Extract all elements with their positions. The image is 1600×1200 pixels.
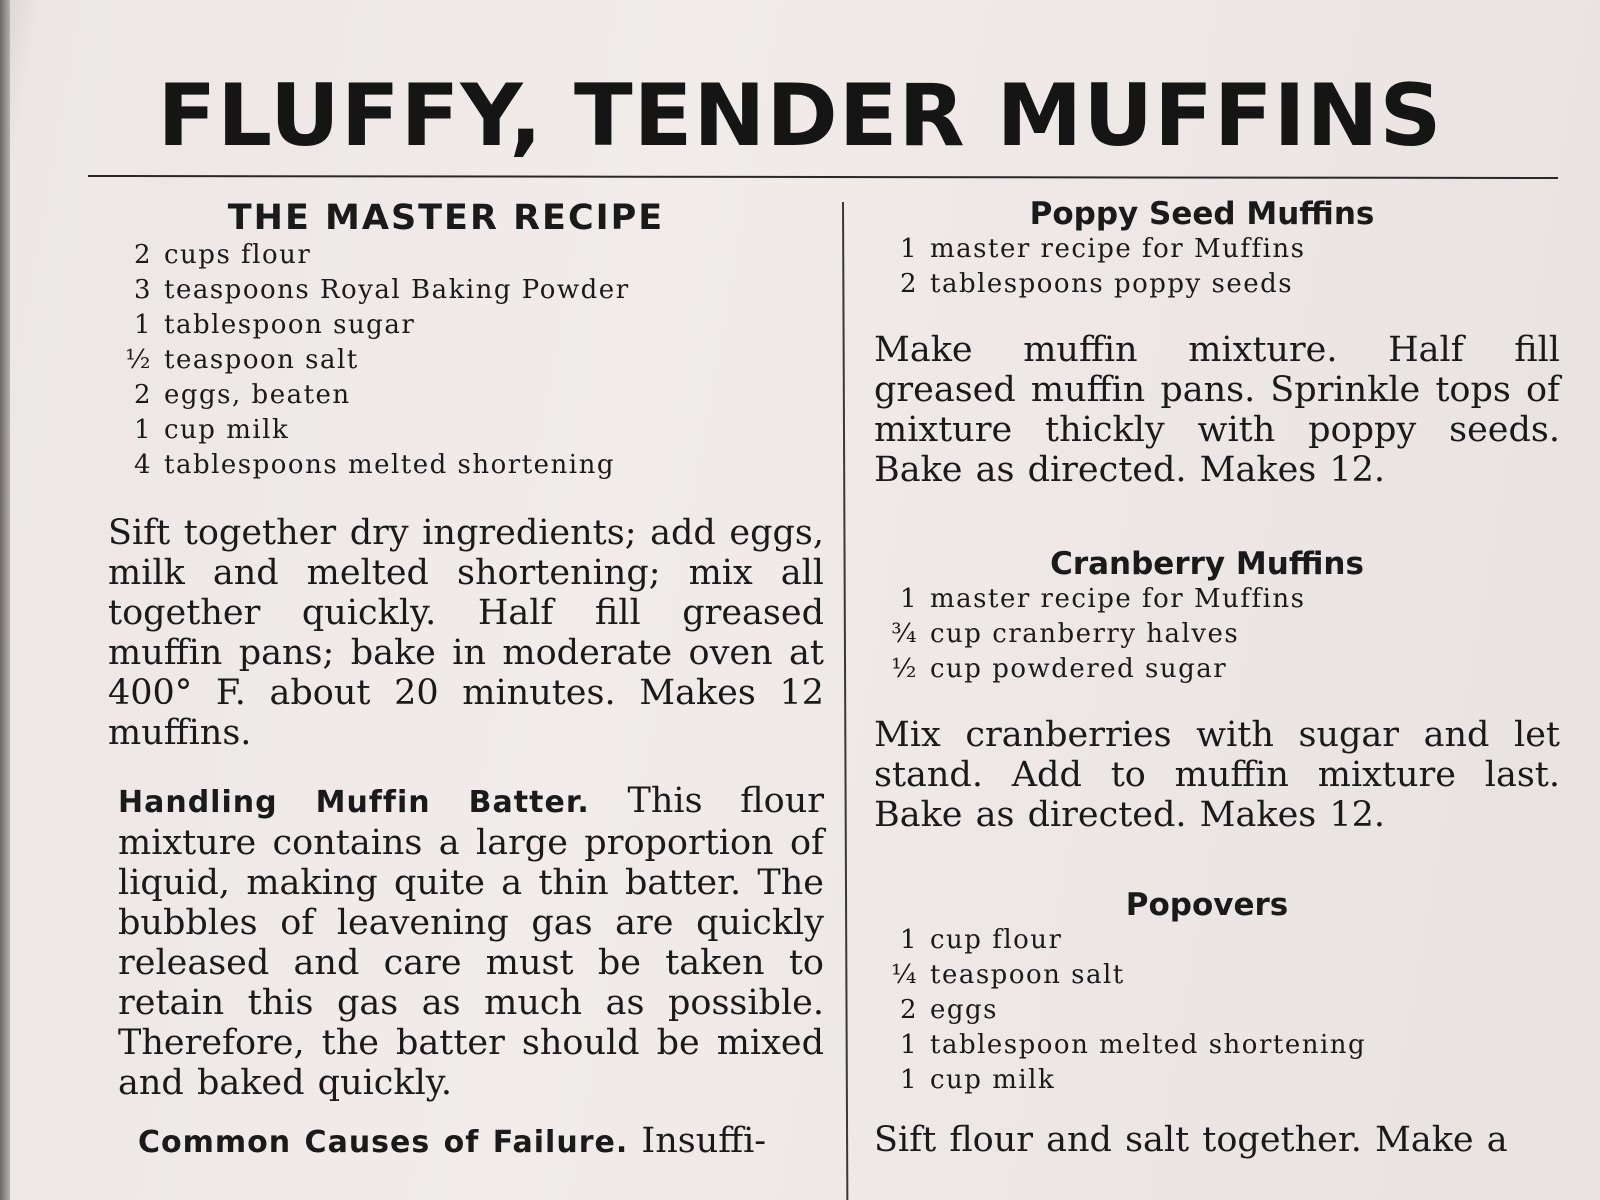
ingredient-item xyxy=(874,652,1560,687)
cranberry-directions: Mix cranberries with sugar and let stand. Add to muffin mixture last. Bake as directed. Makes 12. xyxy=(874,715,1560,835)
ingredient-item xyxy=(108,343,824,378)
ingredient-name: cup cranberry halves xyxy=(930,619,1240,649)
right-column xyxy=(874,196,1560,1160)
poppy-directions: Make muffin mixture. Half fill greased muffin pans. Sprinkle tops of mixture thickly with poppy seeds. Bake as directed. Makes 12. xyxy=(874,330,1560,490)
ingredient-qty: 2 xyxy=(899,269,918,299)
ingredient-name: tablespoon sugar xyxy=(164,310,416,340)
ingredient-name: cups flour xyxy=(164,240,312,270)
handling-paragraph xyxy=(108,781,824,1103)
ingredient-item xyxy=(108,308,824,343)
ingredient-qty: 1 xyxy=(899,1065,918,1095)
ingredient-qty: ½ xyxy=(125,345,152,375)
left-column xyxy=(108,196,824,1163)
failure-text: Insuffi- xyxy=(641,1121,767,1161)
master-recipe-heading: THE MASTER RECIPE xyxy=(227,198,665,238)
ingredient-qty: 2 xyxy=(133,380,152,410)
ingredient-name: teaspoon salt xyxy=(164,345,359,375)
ingredient-name: master recipe for Muffins xyxy=(930,234,1306,264)
ingredient-name: master recipe for Muffins xyxy=(930,584,1306,614)
popovers-directions: Sift flour and salt together. Make a xyxy=(874,1120,1508,1160)
ingredient-name: eggs, beaten xyxy=(164,380,351,410)
ingredient-item xyxy=(108,448,824,483)
ingredient-qty: ¾ xyxy=(891,619,918,649)
ingredient-name: cup powdered sugar xyxy=(930,654,1228,684)
ingredient-qty: 1 xyxy=(899,584,918,614)
poppy-ingredients-list xyxy=(874,232,1560,302)
ingredient-item xyxy=(108,378,824,413)
ingredient-name: teaspoon salt xyxy=(930,960,1125,990)
ingredient-name: teaspoons Royal Baking Powder xyxy=(164,275,630,305)
ingredient-item xyxy=(108,273,824,308)
master-directions: Sift together dry ingredients; add eggs, milk and melted shortening; mix all together quickly. Half fill greased muffin pans; bake in moderate oven at 400° F. about 20 minutes. Makes 12 muffins. xyxy=(108,513,824,753)
ingredient-item xyxy=(874,232,1560,267)
ingredient-item xyxy=(874,923,1560,958)
ingredient-qty: 1 xyxy=(899,1030,918,1060)
ingredient-qty: ½ xyxy=(891,654,918,684)
ingredient-item xyxy=(874,993,1560,1028)
cranberry-ingredients-list xyxy=(874,582,1560,687)
failure-lead: Common Causes of Failure. xyxy=(138,1125,629,1160)
ingredient-qty: 1 xyxy=(133,310,152,340)
ingredient-qty: 1 xyxy=(899,234,918,264)
ingredient-name: cup milk xyxy=(930,1065,1056,1095)
popovers-heading: Popovers xyxy=(1125,887,1289,923)
ingredient-qty: 4 xyxy=(133,450,152,480)
page-title: FLUFFY, TENDER MUFFINS xyxy=(157,66,1443,166)
ingredient-qty: 3 xyxy=(133,275,152,305)
ingredient-item xyxy=(874,267,1560,302)
popovers-ingredients-list xyxy=(874,923,1560,1098)
ingredient-item xyxy=(108,238,824,273)
ingredient-qty: ¼ xyxy=(891,960,918,990)
column-divider xyxy=(842,202,848,1200)
ingredient-name: cup flour xyxy=(930,925,1063,955)
ingredient-name: tablespoons melted shortening xyxy=(164,450,615,480)
ingredient-qty: 2 xyxy=(899,995,918,1025)
failure-paragraph xyxy=(108,1121,824,1163)
ingredient-item xyxy=(874,1063,1560,1098)
page-edge-shadow xyxy=(0,0,10,1200)
cranberry-heading: Cranberry Muffins xyxy=(1050,546,1364,582)
handling-text: This flour mixture contains a large proportion of liquid, making quite a thin batter. The bubbles of leavening gas are quickly released and care must be taken to retain this gas as much as possible. Therefore, the batter should be mixed and baked quickly. xyxy=(118,781,825,1103)
ingredient-qty: 1 xyxy=(133,415,152,445)
ingredient-item xyxy=(874,617,1560,652)
ingredient-qty: 2 xyxy=(133,240,152,270)
ingredient-name: tablespoon melted shortening xyxy=(930,1030,1367,1060)
ingredient-qty: 1 xyxy=(899,925,918,955)
handling-lead: Handling Muffin Batter. xyxy=(118,785,590,820)
title-rule xyxy=(88,175,1558,179)
ingredient-item xyxy=(874,582,1560,617)
master-ingredients-list xyxy=(108,238,824,483)
ingredient-name: tablespoons poppy seeds xyxy=(930,269,1294,299)
ingredient-item xyxy=(874,958,1560,993)
ingredient-name: cup milk xyxy=(164,415,290,445)
ingredient-item xyxy=(874,1028,1560,1063)
poppy-heading: Poppy Seed Muffins xyxy=(1029,196,1375,232)
ingredient-item xyxy=(108,413,824,448)
ingredient-name: eggs xyxy=(930,995,999,1025)
